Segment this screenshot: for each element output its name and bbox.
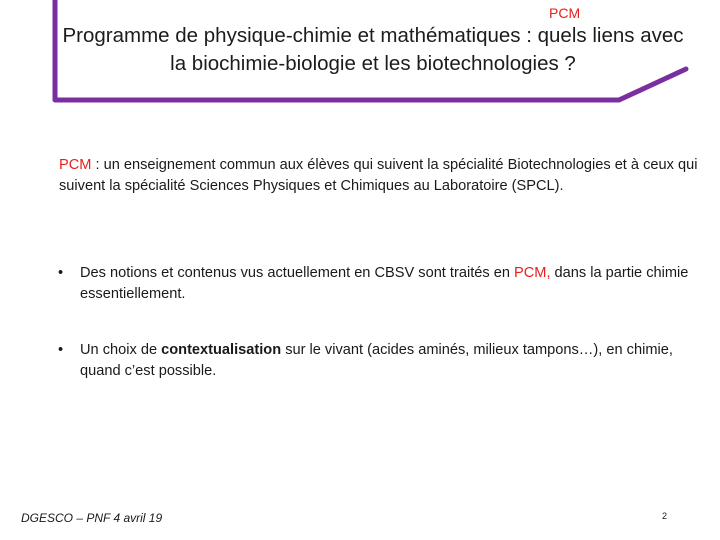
- page-title: Programme de physique-chimie et mathématiques : quels liens avec la biochimie-biologie et les biotechnologies ?: [62, 24, 684, 75]
- bullet-marker: •: [58, 342, 64, 358]
- bullet-text: [80, 263, 690, 305]
- bullet-text-before: Des notions et contenus vus actuellement en CBSV sont traités en: [80, 265, 515, 281]
- page-number: 2: [662, 511, 668, 521]
- section-tag: PCM: [549, 5, 581, 21]
- footer-text: DGESCO – PNF 4 avril 19: [21, 511, 163, 525]
- bullet-marker: •: [58, 265, 64, 281]
- bullet-text: [80, 340, 690, 382]
- bullet-highlight: PCM,: [514, 265, 551, 281]
- intro-lead: PCM: [59, 157, 92, 173]
- intro-text: : un enseignement commun aux élèves qui suivent la spécialité Biotechnologies et à ceux qui suivent la spécialité Sciences Physiques et Chimiques au Laboratoire (SPCL).: [59, 157, 698, 194]
- bullet-text-before: Un choix de: [80, 342, 162, 358]
- intro-paragraph: [59, 155, 699, 197]
- bullet-emphasis: contextualisation: [161, 342, 282, 358]
- bullet-text-after: sur le vivant (acides aminés, milieux tampons…), en chimie, quand c’est possible.: [80, 342, 673, 379]
- bullet-text-after: dans la partie chimie essentiellement.: [80, 265, 689, 302]
